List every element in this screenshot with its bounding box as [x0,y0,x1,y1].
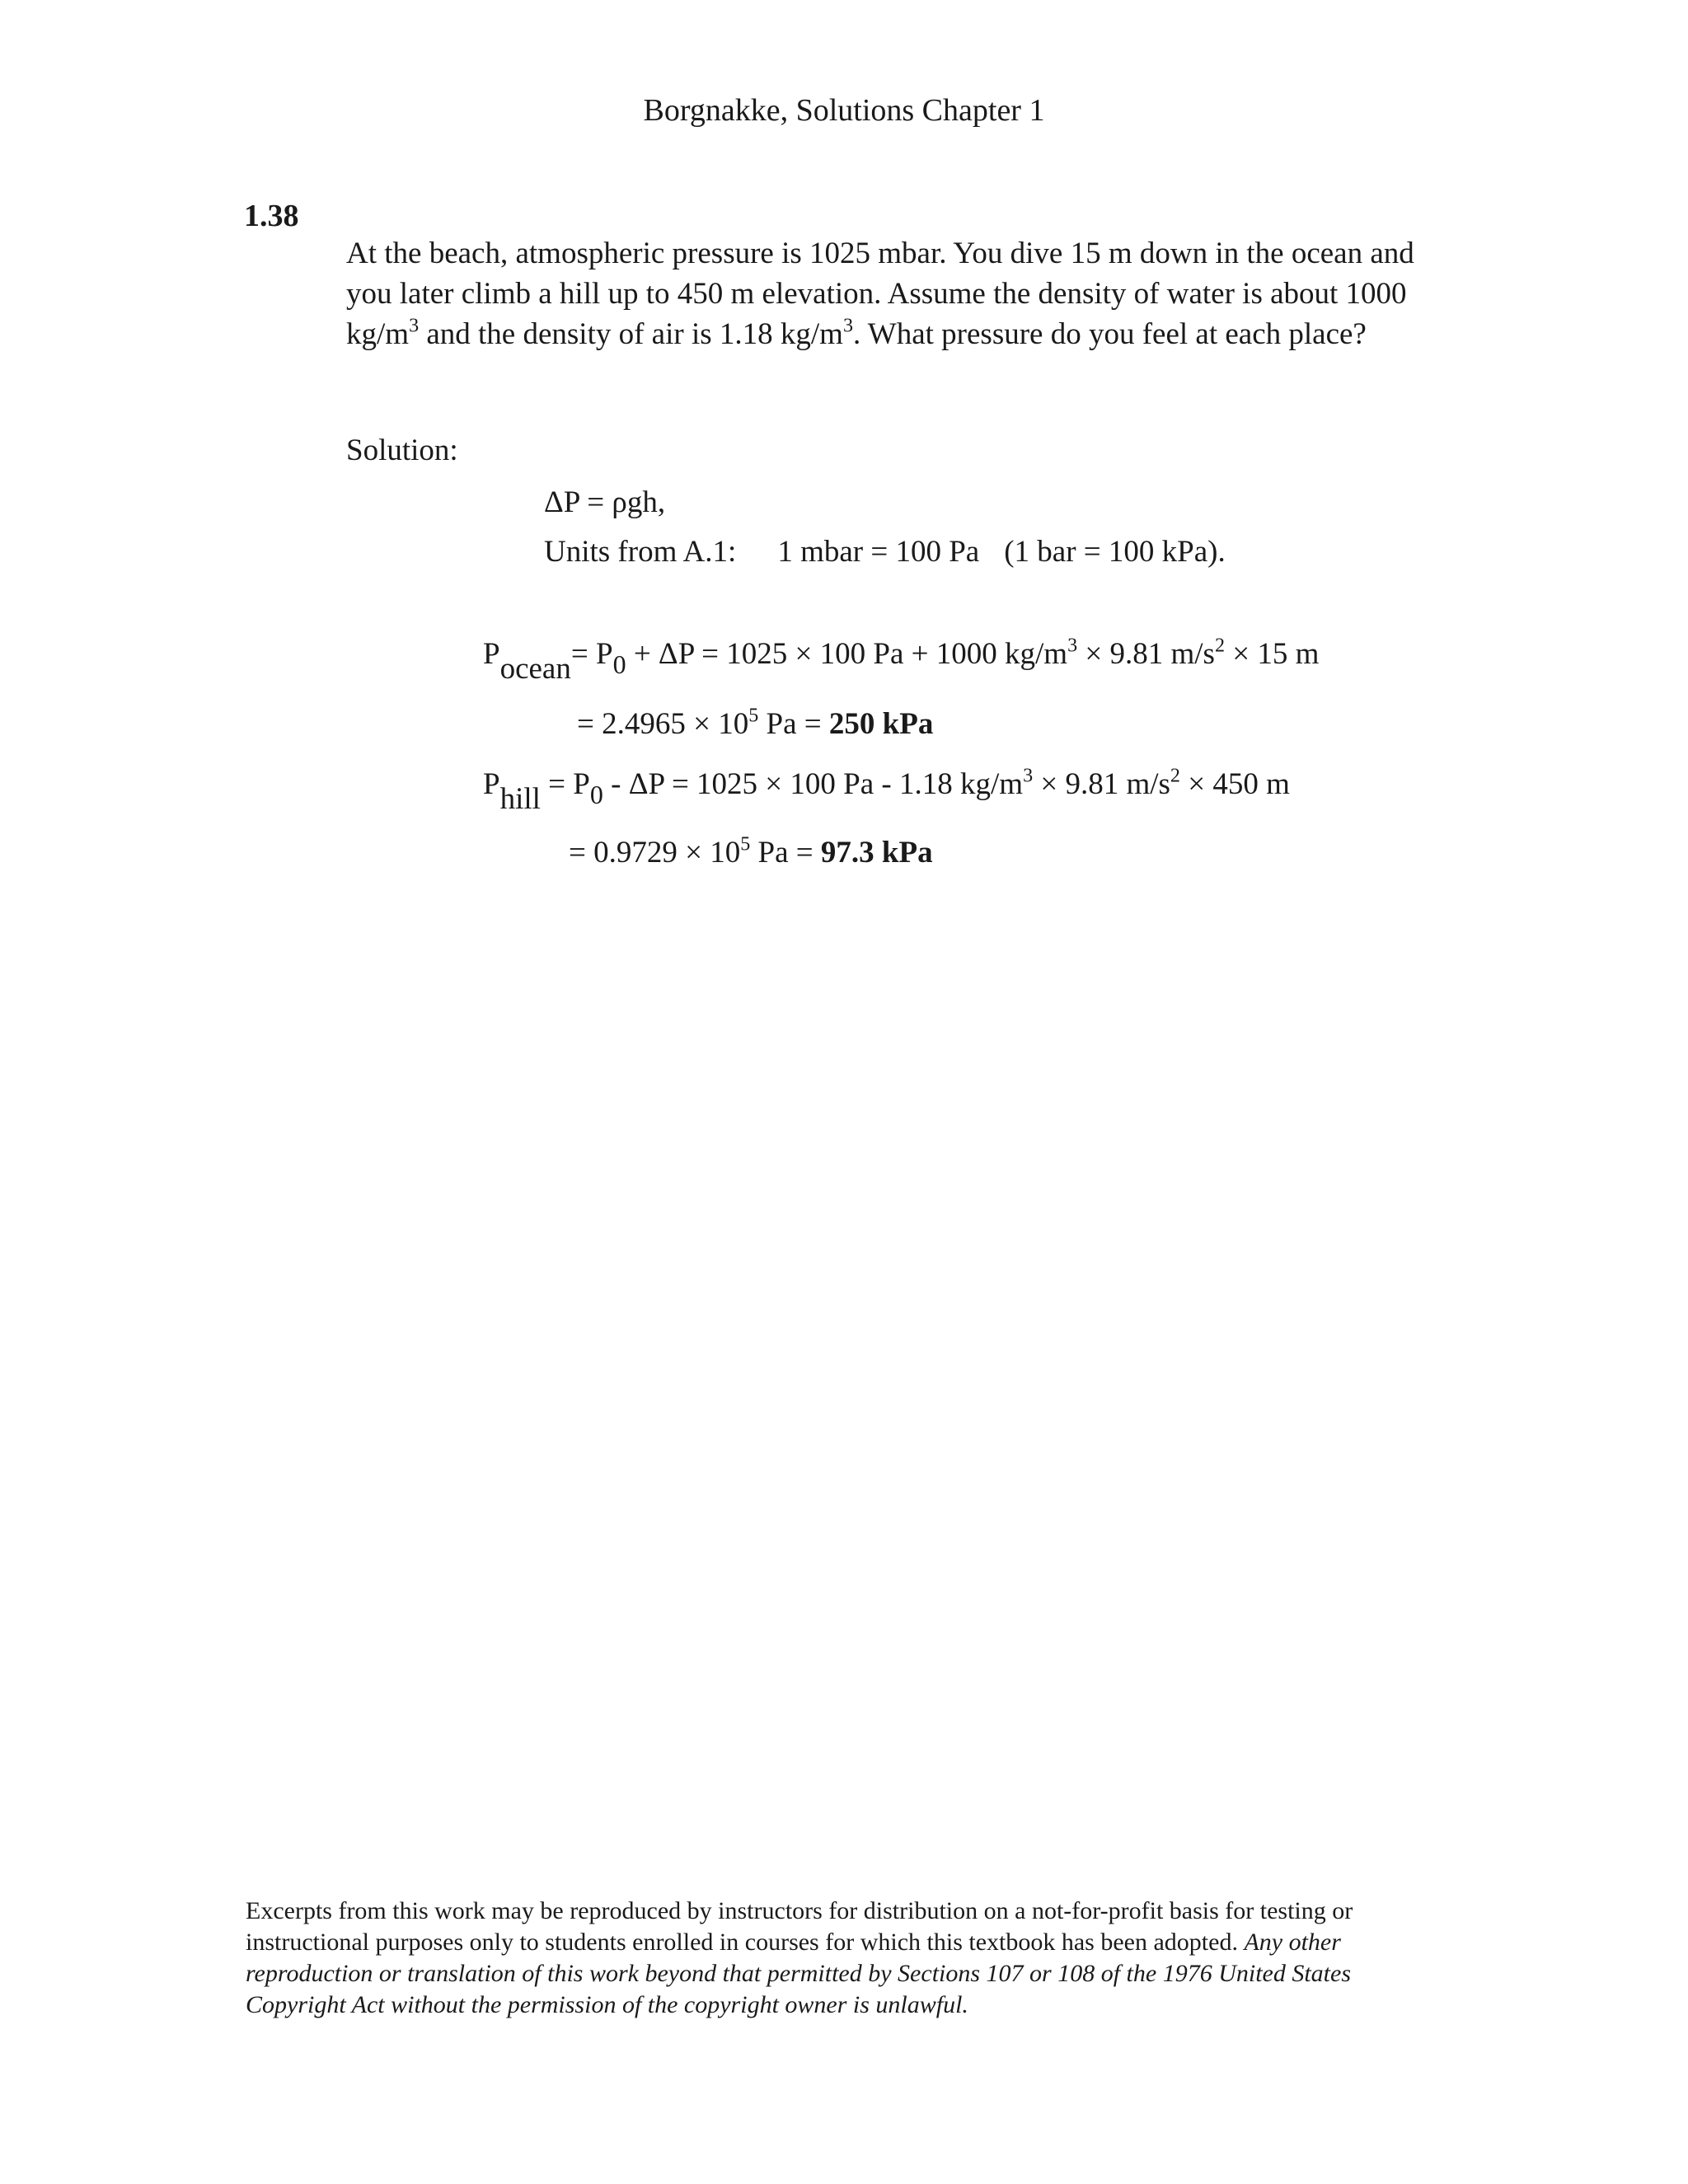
hill-result-b: Pa = [750,836,821,869]
ocean-pressure-equation [483,635,1320,686]
hill-subscript: hill [499,782,541,816]
problem-number: 1.38 [244,199,299,233]
footer-italic-text: Any other reproduction or translation of this work beyond that permitted by Sections 107 or 108 of the 1976 United States Copyright Act without the permission of the copyright owner is unlawful. [246,1929,1352,2018]
ocean-eq-b: + ΔP = 1025 × 100 Pa + 1000 kg/m [626,637,1068,671]
problem-text-part2: and the density of air is 1.18 kg/m [419,317,843,351]
hill-result-sup: 5 [740,833,751,855]
hill-eq-a: = P [540,767,590,801]
copyright-footer [246,1896,1449,2021]
footer-plain-text: Excerpts from this work may be reproduced by instructors for distribution on a not-for-profit basis for testing or instructional purposes only to students enrolled in courses for which this textbook has been adopted. [246,1897,1353,1956]
pressure-formula: ΔP = ρgh, [544,485,666,519]
problem-sup1: 3 [409,315,420,337]
hill-eq-b: - ΔP = 1025 × 100 Pa - 1.18 kg/m [603,767,1024,801]
hill-sup-b: 2 [1170,765,1180,787]
page-header: Borgnakke, Solutions Chapter 1 [643,93,1045,128]
ocean-result-sup: 5 [748,705,759,727]
problem-text-part3: . What pressure do you feel at each place? [852,317,1367,351]
ocean-result-b: Pa = [758,707,829,741]
problem-text-part1: At the beach, atmospheric pressure is 1025 mbar. You dive 15 m down in the ocean and you later climb a hill up to 450 m elevation. Assume the density of water is about 1000 kg/m [346,237,1414,351]
hill-pressure-equation [483,765,1290,816]
hill-result-a: = 0.9729 × 10 [569,836,741,869]
problem-statement [346,233,1451,354]
hill-eq-d: × 450 m [1179,767,1290,801]
problem-sup2: 3 [842,315,853,337]
ocean-p0-subscript: 0 [612,649,626,679]
ocean-subscript: ocean [499,652,571,686]
hill-result-answer: 97.3 kPa [820,836,933,869]
units-conversion-bar: (1 bar = 100 kPa). [1004,535,1226,569]
solution-label: Solution: [346,434,458,467]
ocean-symbol: P [483,637,500,671]
ocean-sup-b: 2 [1214,635,1225,657]
hill-symbol: P [483,767,500,801]
ocean-eq-a: = P [570,637,613,671]
ocean-result-a: = 2.4965 × 10 [577,707,749,741]
hill-pressure-result [569,835,933,870]
hill-sup-a: 3 [1023,765,1034,787]
units-label: Units from A.1: [544,535,737,569]
ocean-eq-d: × 15 m [1224,637,1320,671]
units-conversion-mbar: 1 mbar = 100 Pa [777,535,980,569]
ocean-pressure-result [577,706,933,742]
ocean-result-answer: 250 kPa [828,707,934,741]
hill-eq-c: × 9.81 m/s [1033,767,1170,801]
hill-p0-subscript: 0 [589,780,603,809]
ocean-eq-c: × 9.81 m/s [1077,637,1215,671]
units-line [544,534,1226,569]
ocean-sup-a: 3 [1067,635,1078,657]
